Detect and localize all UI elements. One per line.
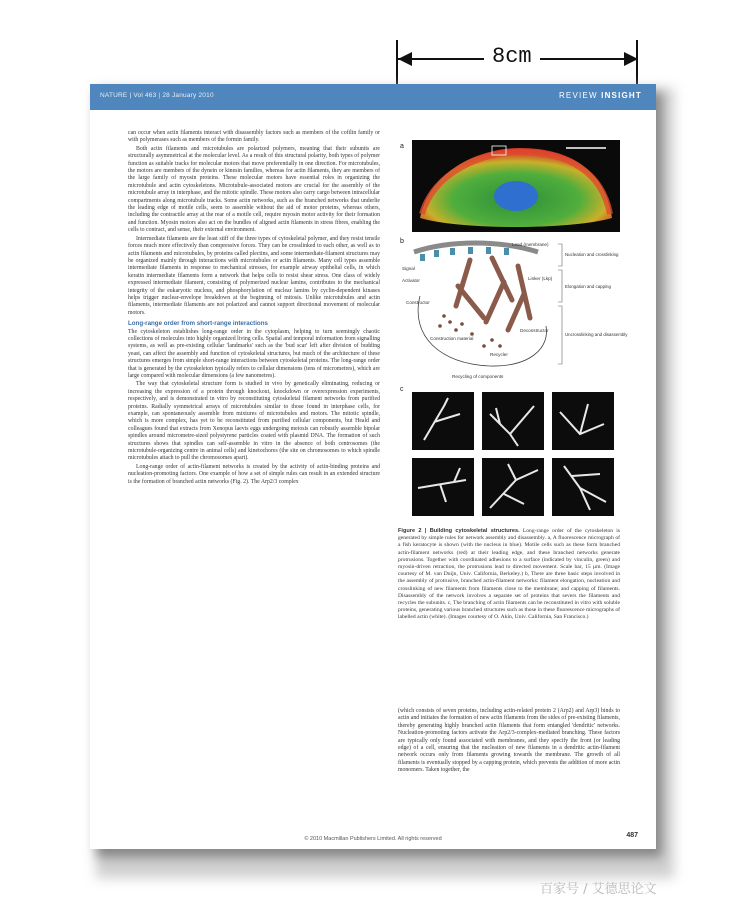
caption-title: Figure 2 | Building cytoskeletal structures. [398, 528, 520, 534]
figure-panel-b [400, 236, 628, 382]
measure-label: 8cm [484, 44, 540, 69]
page-number: 487 [626, 832, 638, 839]
panel-c-letter: c [400, 386, 404, 393]
label-nucleation: Nucleation and crosslinking [565, 252, 619, 257]
figure-panel-a [400, 140, 620, 232]
label-uncrosslinking: Uncrosslinking and disassembly [565, 332, 628, 337]
nucleus [494, 181, 538, 211]
label-load: Load (membrane) [512, 242, 549, 247]
paragraph: The way that cytoskeletal structure form is studied in vivo by genetically eliminating, reducing or increasing the expression of a protein through knockout, knockdown or overexpression experiments, respectively, and is demonstrated in vitro by reconstituting cytoskeletal filament networks from purified proteins. Radially symmetrical arrays of microtubules similar to those found in interphase cells, for example, can spontaneously assemble from mixtures of microtubules and motors. The mitotic spindle, which is more complex, has yet to be reconstituted from purified cellular components, but Heald and colleagues found that extracts from Xenopus laevis eggs undergoing meiosis can robustly assemble bipolar spindles around micrometre-sized polystyrene particles coated with plasmid DNA. The formation of such structures shows that spindles can self-assemble in vitro in the absence of both centrosomes (the microtubule-organizing centre in animal cells) and kinetochores (the site on chromosomes to which spindle microtubules attach to pull the chromosomes apart). [128, 381, 380, 462]
watermark: 百家号 / 艾德思论文 [540, 882, 657, 897]
arrow-left-icon [398, 52, 412, 66]
micrograph-tile [412, 392, 474, 450]
paragraph: can occur when actin filaments interact with disassembly factors such as members of the cofilin family or with polymerases such as members of the formin family. [128, 130, 380, 144]
paragraph: (which consists of seven proteins, including actin-related protein 2 (Arp2) and Arp3) binds to actin and initiates the formation of new actin filaments from the sides of pre-existing filaments, thereby generating highly branched actin filaments that form entangled 'dendritic' networks. Nucleation-promoting factors activate the Arp2/3-complex-mediated branching. These factors are typically only found associated with membranes, and they specify the front (or leading edge) of a cell, ensuring that the nucleation of new filaments in a dendritic actin-filament network occurs only from filaments growing towards the membrane. The growth of all filaments is eventually stopped by a capping protein, which prevents the addition of more actin monomers. Taken together, the [398, 708, 620, 774]
journal-page [90, 84, 656, 849]
paragraph: The cytoskeleton establishes long-range order in the cytoplasm, helping to turn seemingly chaotic collections of molecules into highly organized living cells. Spatial and temporal information from signalling systems, as well as pre-existing cellular 'landmarks' such as the 'bud scar' left after division of budding yeast, can affect the assembly and function of cytoskeletal structures, but much of the architecture of these structures emerges from simple short-range interactions between cytoskeletal proteins. The long-range order that is generated by the cytoskeleton typically refers to cellular dimensions (tens of micrometres), which are large compared with molecular dimensions (a few nanometres). [128, 328, 380, 379]
label-signal: Signal [402, 266, 415, 271]
paragraph: Both actin filaments and microtubules are polarized polymers, meaning that their subunits are structurally asymmetrical at the molecular level. As a result of this structural polarity, both types of polymer function as suitable tracks for molecular motors that move preferentially in one direction. For microtubules, the motors are members of the dynein or kinesin families, whereas for actin filaments, they are members of the large family of myosin proteins. These molecular motors have essential roles in organizing the microtubule and actin cytoskeletons. Microtubule-associated motors are crucial for the assembly of the microtubule array in interphase, and the mitotic spindle. These motors also carry cargo between intracellular compartments along microtubule tracks. Some actin networks, such as the branched networks that underlie the leading edge of motile cells, seem to assemble without the aid of motor proteins, whereas others, including the contractile array at the rear of a motile cell, require myosin motor activity for their formation and function. Myosin motors also act on the bundles of aligned actin filaments in stress fibres, enabling the cells to contract, and sense, their external environment. [128, 145, 380, 234]
section-heading: Long-range order from short-range interactions [128, 320, 268, 328]
journal-banner [90, 84, 656, 110]
label-recycler: Recycler [490, 352, 508, 357]
section-review: REVIEW [558, 91, 598, 100]
actin-filaments [456, 258, 530, 330]
label-linker: Linker (Lkp) [528, 276, 553, 281]
label-activator: Activator [402, 278, 420, 283]
label-deconstructor: Deconstructor [520, 328, 549, 333]
copyright-footer: © 2010 Macmillan Publishers Limited. All rights reserved [304, 836, 442, 842]
paragraph: Long-range order of actin-filament networks is created by the activity of actin-binding proteins and nucleation-promoting factors. One example of how a set of simple rules can result in an extended structure is the formation of branched actin networks (Fig. 2). The Arp2/3 complex [128, 463, 380, 485]
figure-panel-c [400, 384, 620, 524]
micrograph-tile [552, 458, 614, 516]
micrograph-tile [482, 458, 544, 516]
figure-caption [398, 528, 620, 622]
stage-brackets [558, 244, 562, 364]
arrow-right-icon [624, 52, 638, 66]
label-elongation: Elongation and capping [565, 284, 611, 289]
panel-b-letter: b [400, 238, 404, 245]
label-recycling: Recycling of components [452, 374, 504, 379]
micrograph-tile [552, 392, 614, 450]
micrograph-tile [482, 392, 544, 450]
label-construction-material: Construction material [430, 336, 474, 341]
paragraph: Intermediate filaments are the least stiff of the three types of cytoskeletal polymer, and they resist tensile forces much more effectively than compressive forces. They can be crosslinked to each other, as well as to actin filaments and microtubules, by proteins called plectins, and some intermediate-filament structures may be organized mainly through interactions with microtubules or actin filaments. Many cell types assemble intermediate filaments in response to mechanical stresses, for example airway epithelial cells, in which keratin intermediate filaments form a network that helps cells to resist shear stress. One class of widely expressed intermediate filament, consisting of polymerized nuclear lamins, contributes to the mechanical integrity of the eukaryotic nucleus, and phosphorylation of nuclear lamins by cyclin-dependent kinases helps trigger nuclear-envelope breakdown at the beginning of mitosis. Unlike microtubules and actin filaments, intermediate filaments are not polarized and cannot support directional movement of molecular motors. [128, 235, 380, 316]
section-insight: INSIGHT [601, 91, 642, 100]
section-label [559, 91, 642, 100]
left-column [128, 130, 380, 487]
label-constructor: Constructor [406, 300, 430, 305]
micrograph-tile [412, 458, 474, 516]
right-column [398, 708, 620, 776]
journal-citation: NATURE | Vol 463 | 28 January 2010 [100, 92, 214, 99]
caption-text: Long-range order of the cytoskeleton is generated by simple rules for network assembly and disassembly. a, A fluorescence micrograph of a fish keratocyte is shown (with the nucleus in blue). Motile cells such as these form branched actin-filament networks (red) at their leading edge, and these branched networks generate protrusions. Together with coordinated adhesions to a surface (indicated by vinculin, green) and myosin-driven retraction, the protrusions lead to directed movement. Scale bar, 15 µm. (Image courtesy of M. van Duijn, Univ. California, Berkeley.) b, There are three basic steps involved in the assembly of protrusive, branched actin-filament networks: filament elongation, nucleation and crosslinking of new filaments from filaments close to the membrane; and capping of filaments. Disassembly of the network involves a separate set of proteins that severs the filaments and recycles the subunits. c, The branching of actin filaments can be reconstituted in vitro with soluble proteins, generating various branched structures such as those in these fluorescence micrographs of labelled actin (white). (Images courtesy of O. Akin, Univ. California, San Francisco.) [398, 528, 620, 621]
construction-material [438, 314, 502, 348]
panel-a-letter: a [400, 143, 404, 150]
